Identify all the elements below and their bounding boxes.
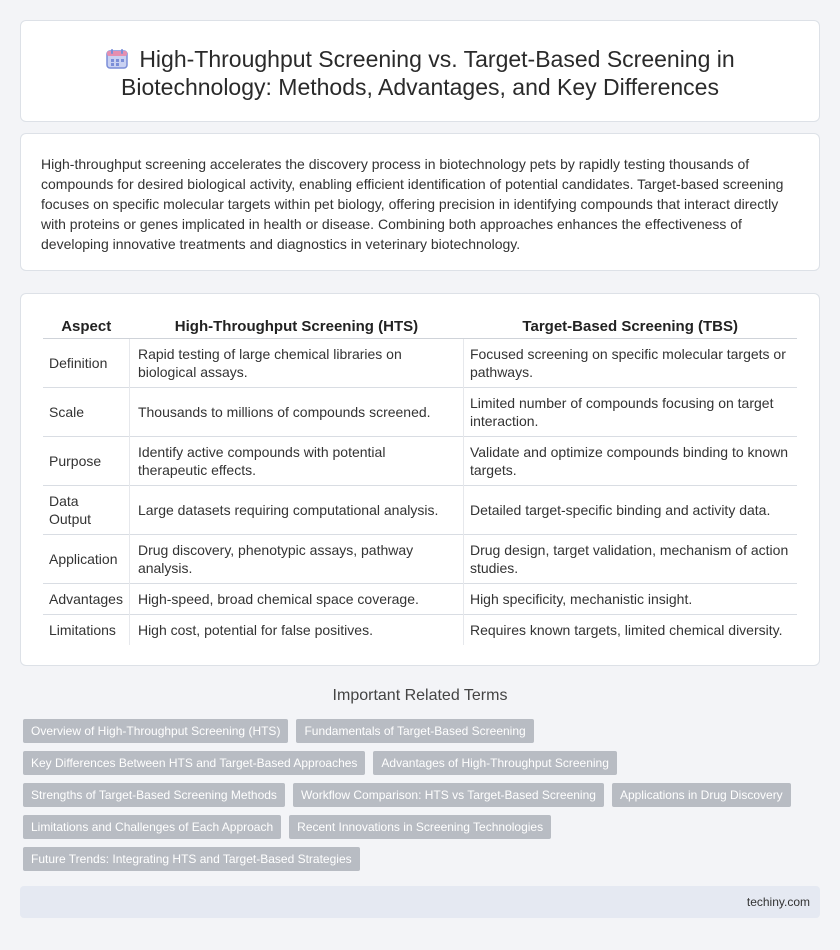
row-aspect: Application <box>43 534 129 583</box>
row-hts: High cost, potential for false positives. <box>129 614 463 645</box>
row-hts: Rapid testing of large chemical libraries on biological assays. <box>129 338 463 387</box>
header-hts: High-Throughput Screening (HTS) <box>129 310 463 338</box>
related-term-tag[interactable]: Strengths of Target-Based Screening Methods <box>23 783 285 807</box>
table-row <box>43 583 797 614</box>
table-row <box>43 338 797 387</box>
related-terms-heading: Important Related Terms <box>332 687 508 704</box>
row-aspect: Definition <box>43 338 129 387</box>
header-aspect: Aspect <box>43 310 129 338</box>
title-card <box>20 20 820 122</box>
page-title <box>51 45 789 101</box>
related-term-tag[interactable]: Recent Innovations in Screening Technologies <box>289 815 551 839</box>
related-terms-list <box>23 719 803 879</box>
related-term-tag[interactable]: Future Trends: Integrating HTS and Target-Based Strategies <box>23 847 360 871</box>
row-aspect: Scale <box>43 387 129 436</box>
row-tbs: Limited number of compounds focusing on target interaction. <box>463 387 797 436</box>
row-hts: Drug discovery, phenotypic assays, pathway analysis. <box>129 534 463 583</box>
comparison-table <box>43 310 797 645</box>
row-tbs: Detailed target-specific binding and activity data. <box>463 485 797 534</box>
row-hts: High-speed, broad chemical space coverage. <box>129 583 463 614</box>
row-tbs: Requires known targets, limited chemical diversity. <box>463 614 797 645</box>
comparison-table-card <box>20 293 820 666</box>
related-term-tag[interactable]: Key Differences Between HTS and Target-Based Approaches <box>23 751 365 775</box>
title-text: High-Throughput Screening vs. Target-Based Screening in Biotechnology: Methods, Advantages, and Key Differences <box>121 46 735 100</box>
intro-card <box>20 133 820 271</box>
table-header-row <box>43 310 797 338</box>
row-tbs: Validate and optimize compounds binding to known targets. <box>463 436 797 485</box>
related-term-tag[interactable]: Limitations and Challenges of Each Approach <box>23 815 281 839</box>
row-hts: Large datasets requiring computational analysis. <box>129 485 463 534</box>
related-term-tag[interactable]: Workflow Comparison: HTS vs Target-Based Screening <box>293 783 604 807</box>
intro-paragraph: High-throughput screening accelerates the discovery process in biotechnology pets by rapidly testing thousands of compounds for desired biological activity, enabling efficient identification of potential candidates. Target-based screening focuses on specific molecular targets within pet biology, offering precision in identifying compounds that interact directly with proteins or genes implicated in health or disease. Combining both approaches enhances the effectiveness of developing innovative treatments and diagnostics in veterinary biotechnology. <box>41 156 784 252</box>
table-row <box>43 387 797 436</box>
table-row <box>43 485 797 534</box>
header-tbs: Target-Based Screening (TBS) <box>463 310 797 338</box>
related-term-tag[interactable]: Fundamentals of Target-Based Screening <box>296 719 533 743</box>
footer-site-link[interactable]: techiny.com <box>746 895 810 909</box>
row-aspect: Advantages <box>43 583 129 614</box>
row-tbs: High specificity, mechanistic insight. <box>463 583 797 614</box>
row-aspect: Limitations <box>43 614 129 645</box>
related-term-tag[interactable]: Applications in Drug Discovery <box>612 783 791 807</box>
row-hts: Identify active compounds with potential therapeutic effects. <box>129 436 463 485</box>
table-row <box>43 436 797 485</box>
row-aspect: Data Output <box>43 485 129 534</box>
row-hts: Thousands to millions of compounds screened. <box>129 387 463 436</box>
footer <box>20 886 820 918</box>
row-tbs: Drug design, target validation, mechanism of action studies. <box>463 534 797 583</box>
row-aspect: Purpose <box>43 436 129 485</box>
table-row <box>43 614 797 645</box>
related-term-tag[interactable]: Overview of High-Throughput Screening (HTS) <box>23 719 288 743</box>
calendar-icon <box>105 48 129 70</box>
table-row <box>43 534 797 583</box>
related-term-tag[interactable]: Advantages of High-Throughput Screening <box>373 751 616 775</box>
row-tbs: Focused screening on specific molecular targets or pathways. <box>463 338 797 387</box>
